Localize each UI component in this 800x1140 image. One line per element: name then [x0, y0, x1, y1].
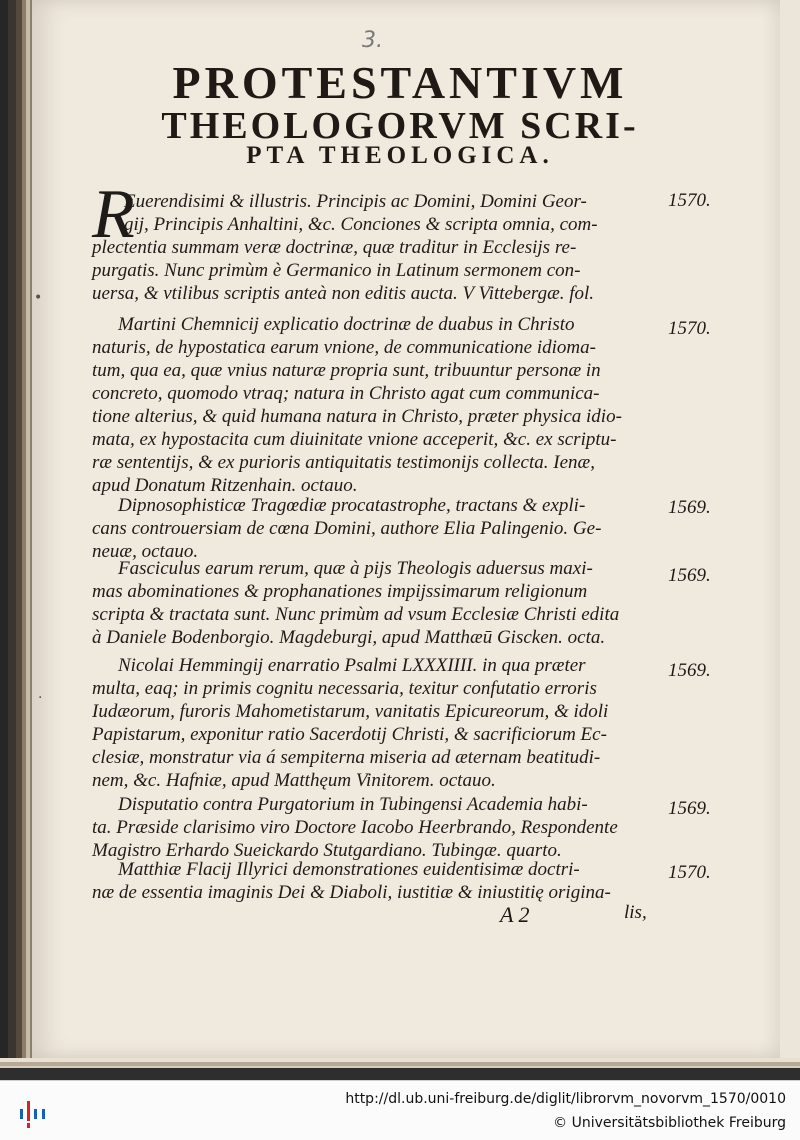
entry-1-line-5: uersa, & vtilibus scriptis anteà non editis aucta. V Vittebergæ. fol.: [92, 283, 595, 304]
viewer-footer: [0, 1080, 800, 1140]
year-3: 1569.: [668, 497, 711, 518]
entry-1-line-3: plectentia summam veræ doctrinæ, quæ traditur in Ecclesijs re-: [92, 237, 577, 258]
entry-2-line-3: tum, qua ea, quæ vnius naturæ propria sunt, tribuuntur personæ in: [92, 360, 601, 381]
entry-5: [92, 654, 682, 792]
drop-cap: R: [92, 176, 135, 253]
title-line-1: PROTESTANTIVM: [172, 57, 628, 108]
document-url-link[interactable]: http://dl.ub.uni-freiburg.de/diglit/librorvm_novorvm_1570/0010: [345, 1091, 786, 1107]
entry-2-line-4: concreto, quomodo vtraq; natura in Christo agat cum communica-: [92, 383, 600, 404]
entry-2: [92, 313, 682, 497]
entry-1-line-2: gij, Principis Anhaltini, &c. Conciones & scripta omnia, com-: [124, 214, 598, 235]
entry-4-line-1: Fasciculus earum rerum, quæ à pijs Theologis aduersus maxi-: [118, 558, 593, 579]
copyright-text: © Universitätsbibliothek Freiburg: [553, 1115, 786, 1131]
entry-2-line-1: Martini Chemnicij explicatio doctrinæ de duabus in Christo: [118, 314, 575, 335]
year-4: 1569.: [668, 565, 711, 586]
entry-5-line-5: clesiæ, monstratur via á sempiterna miseria ad æternam beatitudi-: [92, 747, 601, 768]
entry-3-line-3: neuæ, octauo.: [92, 541, 199, 562]
entry-1: [92, 190, 682, 305]
entry-5-line-4: Papistarum, exponitur ratio Sacerdotij Christi, & sacrificiorum Ec-: [92, 724, 607, 745]
margin-specks-2: ·: [38, 690, 43, 706]
entry-3-line-1: Dipnosophisticæ Tragœdiæ procatastrophe, tractans & expli-: [118, 495, 586, 516]
entry-2-line-2: naturis, de hypostatica earum vnione, de communicatione idioma-: [92, 337, 596, 358]
library-logo-icon: [16, 1093, 50, 1129]
entry-1-line-4: purgatis. Nunc primùm è Germanico in Latinum sermonem con-: [92, 260, 581, 281]
year-2: 1570.: [668, 318, 711, 339]
title-line-2: THEOLOGORVM SCRI-: [161, 105, 639, 147]
title-line-3: PTA THEOLOGICA.: [246, 142, 554, 169]
year-5: 1569.: [668, 660, 711, 681]
entry-2-line-8: apud Donatum Ritzenhain. octauo.: [92, 475, 358, 496]
entry-6-line-3: Magistro Erhardo Sueickardo Stutgardiano. Tubingæ. quarto.: [92, 840, 562, 861]
catchword: lis,: [624, 902, 647, 923]
entry-3: [92, 494, 682, 563]
entry-4-line-3: scripta & tractata sunt. Nunc primùm ad vsum Ecclesiæ Christi edita: [92, 604, 620, 625]
entry-1-line-1: Euerendisimi & illustris. Principis ac Domini, Domini Geor-: [124, 191, 587, 212]
entry-7-line-1: Matthiæ Flacij Illyrici demonstrationes euidentisimæ doctri-: [118, 859, 580, 880]
entry-5-line-3: Iudæorum, furoris Mahometistarum, vanitatis Epicureorum, & idoli: [92, 701, 609, 722]
year-6: 1569.: [668, 798, 711, 819]
signature-mark: A 2: [500, 902, 530, 927]
entry-7-line-2: næ de essentia imaginis Dei & Diaboli, iustitiæ & iniustitię origina-: [92, 882, 611, 903]
entry-5-line-6: nem, &c. Hafniæ, apud Matthęum Vinitorem. octauo.: [92, 770, 496, 791]
entry-5-line-2: multa, eaq; in primis cognitu necessaria, texitur confutatio erroris: [92, 678, 597, 699]
handwritten-page-number: 3.: [362, 28, 383, 53]
entry-2-line-5: tione alterius, & quid humana natura in Christo, præter physica idio-: [92, 406, 622, 427]
page-bottom-edge: [0, 1058, 800, 1080]
entry-3-line-2: cans controuersiam de cœna Domini, authore Elia Palingenio. Ge-: [92, 518, 602, 539]
entry-4: [92, 557, 682, 649]
entry-5-line-1: Nicolai Hemmingij enarratio Psalmi LXXXIIII. in qua præter: [118, 655, 586, 676]
entry-2-line-7: ræ sententijs, & ex purioris antiquitatis testimonijs collecta. Ienæ,: [92, 452, 595, 473]
entry-4-line-4: à Daniele Bodenborgio. Magdeburgi, apud Matthæū Giscken. octa.: [92, 627, 606, 648]
entry-2-line-6: mata, ex hypostacita cum diuinitate vnione acceperit, &c. ex scriptu-: [92, 429, 617, 450]
margin-specks: •: [34, 290, 43, 306]
entry-4-line-2: mas abominationes & prophanationes impijssimarum religionum: [92, 581, 588, 602]
entry-6-line-1: Disputatio contra Purgatorium in Tubingensi Academia habi-: [118, 794, 588, 815]
entry-7: [92, 858, 682, 904]
year-7: 1570.: [668, 862, 711, 883]
entry-6-line-2: ta. Præside clarisimo viro Doctore Iacobo Heerbrando, Respondente: [92, 817, 618, 838]
entry-6: [92, 793, 682, 862]
year-1: 1570.: [668, 190, 711, 211]
